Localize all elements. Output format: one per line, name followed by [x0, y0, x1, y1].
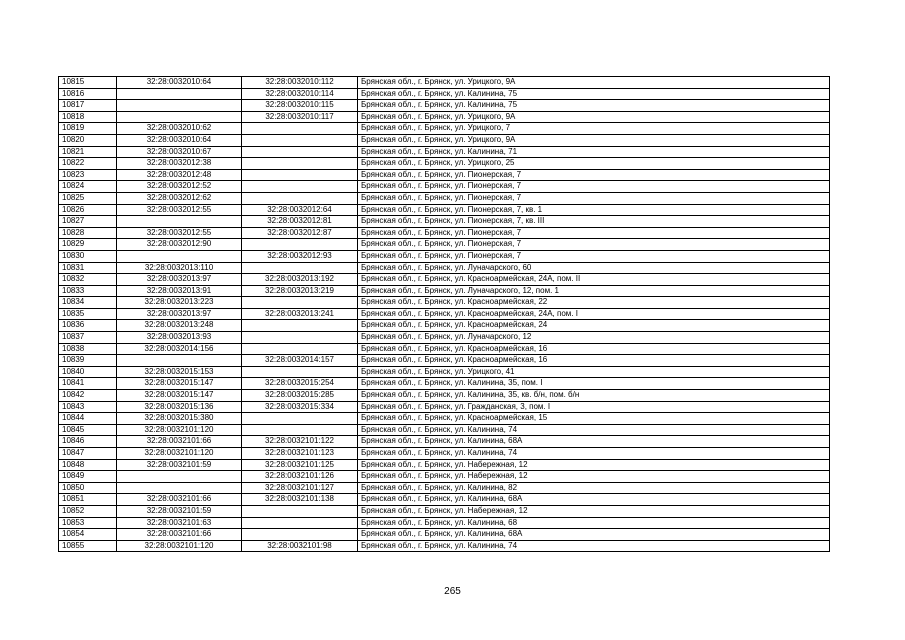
table-row [59, 250, 830, 262]
table-row [59, 482, 830, 494]
address-cell: Брянская обл., г. Брянск, ул. Красноармейская, 24А, пом. II [358, 274, 830, 286]
row-number-cell: 10818 [59, 111, 117, 123]
table-row [59, 308, 830, 320]
table-row [59, 204, 830, 216]
address-cell: Брянская обл., г. Брянск, ул. Набережная, 12 [358, 459, 830, 471]
address-cell: Брянская обл., г. Брянск, ул. Красноармейская, 16 [358, 355, 830, 367]
address-cell: Брянская обл., г. Брянск, ул. Красноармейская, 24 [358, 320, 830, 332]
table-row [59, 239, 830, 251]
cadastral-number-cell: 32:28:0032101:66 [117, 436, 242, 448]
related-cadastral-number-cell: 32:28:0032101:127 [242, 482, 358, 494]
address-cell: Брянская обл., г. Брянск, ул. Урицкого, 25 [358, 158, 830, 170]
address-cell: Брянская обл., г. Брянск, ул. Красноармейская, 22 [358, 297, 830, 309]
related-cadastral-number-cell [242, 192, 358, 204]
related-cadastral-number-cell: 32:28:0032010:115 [242, 100, 358, 112]
table-row [59, 332, 830, 344]
address-cell: Брянская обл., г. Брянск, ул. Пионерская, 7 [358, 181, 830, 193]
cadastral-number-cell: 32:28:0032015:380 [117, 413, 242, 425]
address-cell: Брянская обл., г. Брянск, ул. Луначарского, 60 [358, 262, 830, 274]
address-cell: Брянская обл., г. Брянск, ул. Калинина, 75 [358, 88, 830, 100]
related-cadastral-number-cell [242, 529, 358, 541]
cadastral-number-cell: 32:28:0032013:248 [117, 320, 242, 332]
cadastral-number-cell: 32:28:0032012:62 [117, 192, 242, 204]
address-cell: Брянская обл., г. Брянск, ул. Урицкого, 7 [358, 123, 830, 135]
table-row [59, 134, 830, 146]
cadastral-number-cell: 32:28:0032010:64 [117, 77, 242, 89]
table-row [59, 378, 830, 390]
related-cadastral-number-cell: 32:28:0032012:64 [242, 204, 358, 216]
cadastral-number-cell: 32:28:0032101:120 [117, 448, 242, 460]
table-row [59, 77, 830, 89]
related-cadastral-number-cell: 32:28:0032015:334 [242, 401, 358, 413]
row-number-cell: 10840 [59, 366, 117, 378]
cadastral-number-cell: 32:28:0032101:120 [117, 424, 242, 436]
cadastral-number-cell: 32:28:0032013:93 [117, 332, 242, 344]
address-cell: Брянская обл., г. Брянск, ул. Урицкого, 9А [358, 134, 830, 146]
row-number-cell: 10828 [59, 227, 117, 239]
cadastral-number-cell: 32:28:0032010:67 [117, 146, 242, 158]
cadastral-number-cell: 32:28:0032101:66 [117, 494, 242, 506]
table-row [59, 448, 830, 460]
register-table [58, 76, 830, 552]
row-number-cell: 10849 [59, 471, 117, 483]
related-cadastral-number-cell: 32:28:0032010:112 [242, 77, 358, 89]
related-cadastral-number-cell: 32:28:0032012:87 [242, 227, 358, 239]
table-row [59, 169, 830, 181]
address-cell: Брянская обл., г. Брянск, ул. Пионерская, 7 [358, 250, 830, 262]
cadastral-number-cell: 32:28:0032015:147 [117, 390, 242, 402]
row-number-cell: 10842 [59, 390, 117, 402]
row-number-cell: 10851 [59, 494, 117, 506]
row-number-cell: 10819 [59, 123, 117, 135]
row-number-cell: 10855 [59, 540, 117, 552]
table-row [59, 320, 830, 332]
cadastral-number-cell: 32:28:0032101:59 [117, 459, 242, 471]
address-cell: Брянская обл., г. Брянск, ул. Пионерская, 7, кв. III [358, 216, 830, 228]
address-cell: Брянская обл., г. Брянск, ул. Калинина, 74 [358, 448, 830, 460]
related-cadastral-number-cell [242, 332, 358, 344]
cadastral-number-cell: 32:28:0032013:97 [117, 274, 242, 286]
row-number-cell: 10835 [59, 308, 117, 320]
cadastral-number-cell [117, 88, 242, 100]
table-row [59, 297, 830, 309]
address-cell: Брянская обл., г. Брянск, ул. Калинина, 35, пом. I [358, 378, 830, 390]
row-number-cell: 10823 [59, 169, 117, 181]
related-cadastral-number-cell [242, 123, 358, 135]
related-cadastral-number-cell: 32:28:0032012:93 [242, 250, 358, 262]
table-row [59, 274, 830, 286]
table-row [59, 517, 830, 529]
related-cadastral-number-cell [242, 366, 358, 378]
row-number-cell: 10831 [59, 262, 117, 274]
table-row [59, 262, 830, 274]
address-cell: Брянская обл., г. Брянск, ул. Калинина, 71 [358, 146, 830, 158]
row-number-cell: 10839 [59, 355, 117, 367]
related-cadastral-number-cell [242, 146, 358, 158]
address-cell: Брянская обл., г. Брянск, ул. Набережная, 12 [358, 471, 830, 483]
cadastral-number-cell: 32:28:0032101:120 [117, 540, 242, 552]
cadastral-number-cell: 32:28:0032012:90 [117, 239, 242, 251]
related-cadastral-number-cell [242, 181, 358, 193]
table-row [59, 181, 830, 193]
address-cell: Брянская обл., г. Брянск, ул. Гражданская, 3, пом. I [358, 401, 830, 413]
related-cadastral-number-cell [242, 239, 358, 251]
address-cell: Брянская обл., г. Брянск, ул. Урицкого, 41 [358, 366, 830, 378]
table-row [59, 459, 830, 471]
address-cell: Брянская обл., г. Брянск, ул. Красноармейская, 24А, пом. I [358, 308, 830, 320]
address-cell: Брянская обл., г. Брянск, ул. Пионерская, 7 [358, 169, 830, 181]
row-number-cell: 10822 [59, 158, 117, 170]
row-number-cell: 10815 [59, 77, 117, 89]
row-number-cell: 10848 [59, 459, 117, 471]
page-number: 265 [444, 586, 461, 597]
row-number-cell: 10816 [59, 88, 117, 100]
cadastral-number-cell: 32:28:0032012:55 [117, 204, 242, 216]
cadastral-number-cell: 32:28:0032101:59 [117, 505, 242, 517]
related-cadastral-number-cell: 32:28:0032101:122 [242, 436, 358, 448]
related-cadastral-number-cell: 32:28:0032015:254 [242, 378, 358, 390]
table-row [59, 88, 830, 100]
related-cadastral-number-cell [242, 343, 358, 355]
cadastral-number-cell: 32:28:0032013:223 [117, 297, 242, 309]
table-row [59, 505, 830, 517]
cadastral-number-cell [117, 100, 242, 112]
row-number-cell: 10830 [59, 250, 117, 262]
related-cadastral-number-cell [242, 413, 358, 425]
address-cell: Брянская обл., г. Брянск, ул. Калинина, 74 [358, 424, 830, 436]
cadastral-number-cell: 32:28:0032012:52 [117, 181, 242, 193]
address-cell: Брянская обл., г. Брянск, ул. Урицкого, 9А [358, 111, 830, 123]
table-row [59, 413, 830, 425]
row-number-cell: 10843 [59, 401, 117, 413]
row-number-cell: 10854 [59, 529, 117, 541]
address-cell: Брянская обл., г. Брянск, ул. Пионерская, 7 [358, 192, 830, 204]
address-cell: Брянская обл., г. Брянск, ул. Красноармейская, 16 [358, 343, 830, 355]
cadastral-number-cell: 32:28:0032010:64 [117, 134, 242, 146]
related-cadastral-number-cell [242, 134, 358, 146]
address-cell: Брянская обл., г. Брянск, ул. Набережная, 12 [358, 505, 830, 517]
row-number-cell: 10833 [59, 285, 117, 297]
row-number-cell: 10825 [59, 192, 117, 204]
table-row [59, 158, 830, 170]
row-number-cell: 10821 [59, 146, 117, 158]
row-number-cell: 10829 [59, 239, 117, 251]
row-number-cell: 10844 [59, 413, 117, 425]
table-row [59, 540, 830, 552]
address-cell: Брянская обл., г. Брянск, ул. Урицкого, 9А [358, 77, 830, 89]
row-number-cell: 10834 [59, 297, 117, 309]
related-cadastral-number-cell: 32:28:0032015:285 [242, 390, 358, 402]
cadastral-number-cell [117, 471, 242, 483]
row-number-cell: 10838 [59, 343, 117, 355]
cadastral-number-cell: 32:28:0032015:153 [117, 366, 242, 378]
cadastral-number-cell: 32:28:0032101:63 [117, 517, 242, 529]
row-number-cell: 10817 [59, 100, 117, 112]
related-cadastral-number-cell [242, 262, 358, 274]
table-row [59, 436, 830, 448]
address-cell: Брянская обл., г. Брянск, ул. Луначарского, 12, пом. 1 [358, 285, 830, 297]
table-row [59, 285, 830, 297]
address-cell: Брянская обл., г. Брянск, ул. Красноармейская, 15 [358, 413, 830, 425]
related-cadastral-number-cell: 32:28:0032101:125 [242, 459, 358, 471]
related-cadastral-number-cell [242, 320, 358, 332]
table-row [59, 366, 830, 378]
address-cell: Брянская обл., г. Брянск, ул. Калинина, 68 [358, 517, 830, 529]
address-cell: Брянская обл., г. Брянск, ул. Калинина, 68А [358, 494, 830, 506]
address-cell: Брянская обл., г. Брянск, ул. Калинина, 35, кв. б/н, пом. б/н [358, 390, 830, 402]
row-number-cell: 10846 [59, 436, 117, 448]
related-cadastral-number-cell [242, 424, 358, 436]
row-number-cell: 10836 [59, 320, 117, 332]
related-cadastral-number-cell: 32:28:0032012:81 [242, 216, 358, 228]
address-cell: Брянская обл., г. Брянск, ул. Пионерская, 7 [358, 227, 830, 239]
row-number-cell: 10824 [59, 181, 117, 193]
address-cell: Брянская обл., г. Брянск, ул. Калинина, 74 [358, 540, 830, 552]
address-cell: Брянская обл., г. Брянск, ул. Калинина, 82 [358, 482, 830, 494]
related-cadastral-number-cell [242, 517, 358, 529]
related-cadastral-number-cell: 32:28:0032013:219 [242, 285, 358, 297]
cadastral-number-cell [117, 111, 242, 123]
related-cadastral-number-cell: 32:28:0032101:138 [242, 494, 358, 506]
table-row [59, 401, 830, 413]
related-cadastral-number-cell [242, 505, 358, 517]
row-number-cell: 10826 [59, 204, 117, 216]
cadastral-number-cell: 32:28:0032013:91 [117, 285, 242, 297]
cadastral-number-cell: 32:28:0032015:147 [117, 378, 242, 390]
related-cadastral-number-cell [242, 297, 358, 309]
table-row [59, 471, 830, 483]
address-cell: Брянская обл., г. Брянск, ул. Калинина, 68А [358, 436, 830, 448]
table-row [59, 111, 830, 123]
cadastral-number-cell: 32:28:0032015:136 [117, 401, 242, 413]
row-number-cell: 10847 [59, 448, 117, 460]
row-number-cell: 10850 [59, 482, 117, 494]
cadastral-number-cell: 32:28:0032012:55 [117, 227, 242, 239]
row-number-cell: 10853 [59, 517, 117, 529]
related-cadastral-number-cell [242, 169, 358, 181]
cadastral-number-cell: 32:28:0032101:66 [117, 529, 242, 541]
row-number-cell: 10837 [59, 332, 117, 344]
related-cadastral-number-cell [242, 158, 358, 170]
cadastral-number-cell: 32:28:0032012:38 [117, 158, 242, 170]
row-number-cell: 10845 [59, 424, 117, 436]
table-row [59, 216, 830, 228]
table-row [59, 355, 830, 367]
related-cadastral-number-cell: 32:28:0032101:123 [242, 448, 358, 460]
address-cell: Брянская обл., г. Брянск, ул. Калинина, 75 [358, 100, 830, 112]
cadastral-number-cell: 32:28:0032014:156 [117, 343, 242, 355]
related-cadastral-number-cell: 32:28:0032013:241 [242, 308, 358, 320]
row-number-cell: 10832 [59, 274, 117, 286]
related-cadastral-number-cell: 32:28:0032014:157 [242, 355, 358, 367]
table-row [59, 192, 830, 204]
row-number-cell: 10852 [59, 505, 117, 517]
related-cadastral-number-cell: 32:28:0032013:192 [242, 274, 358, 286]
cadastral-number-cell: 32:28:0032012:48 [117, 169, 242, 181]
cadastral-number-cell [117, 216, 242, 228]
cadastral-number-cell: 32:28:0032013:97 [117, 308, 242, 320]
address-cell: Брянская обл., г. Брянск, ул. Калинина, 68А [358, 529, 830, 541]
table-row [59, 343, 830, 355]
related-cadastral-number-cell: 32:28:0032101:98 [242, 540, 358, 552]
table-row [59, 529, 830, 541]
row-number-cell: 10827 [59, 216, 117, 228]
related-cadastral-number-cell: 32:28:0032010:114 [242, 88, 358, 100]
row-number-cell: 10820 [59, 134, 117, 146]
register-table-body [59, 77, 830, 552]
row-number-cell: 10841 [59, 378, 117, 390]
address-cell: Брянская обл., г. Брянск, ул. Луначарского, 12 [358, 332, 830, 344]
address-cell: Брянская обл., г. Брянск, ул. Пионерская, 7 [358, 239, 830, 251]
table-row [59, 227, 830, 239]
table-row [59, 146, 830, 158]
cadastral-number-cell: 32:28:0032013:110 [117, 262, 242, 274]
cadastral-number-cell [117, 250, 242, 262]
table-row [59, 390, 830, 402]
table-row [59, 123, 830, 135]
address-cell: Брянская обл., г. Брянск, ул. Пионерская, 7, кв. 1 [358, 204, 830, 216]
cadastral-number-cell [117, 355, 242, 367]
related-cadastral-number-cell: 32:28:0032101:126 [242, 471, 358, 483]
related-cadastral-number-cell: 32:28:0032010:117 [242, 111, 358, 123]
table-row [59, 100, 830, 112]
table-row [59, 424, 830, 436]
cadastral-number-cell [117, 482, 242, 494]
table-row [59, 494, 830, 506]
cadastral-number-cell: 32:28:0032010:62 [117, 123, 242, 135]
